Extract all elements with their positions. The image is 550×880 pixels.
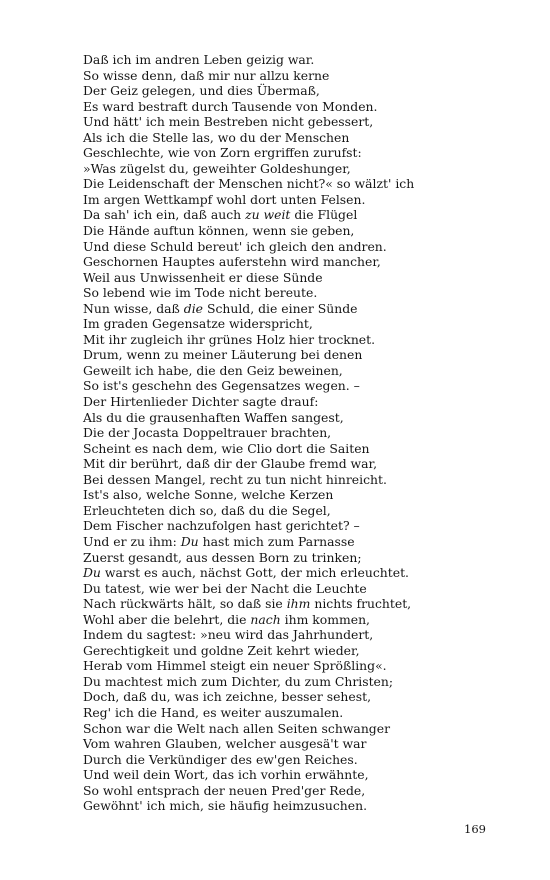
- verse-line: [83, 798, 414, 814]
- verse-text: Der Geiz gelegen, und dies Übermaß,: [83, 83, 320, 99]
- verse-text: Und weil dein Wort, das ich vorhin erwähnte,: [83, 767, 369, 783]
- verse-line: [83, 752, 414, 768]
- verse-emphasis: die: [183, 300, 204, 316]
- verse-line: [83, 674, 414, 690]
- verse-text: Bei dessen Mangel, recht zu tun nicht hinreicht.: [83, 471, 387, 487]
- page-number: 169: [464, 822, 486, 836]
- verse-text: Drum, wenn zu meiner Läuterung bei denen: [83, 347, 363, 363]
- verse-line: [83, 581, 414, 597]
- verse-line: [83, 472, 414, 488]
- verse-text: Da sah' ich ein, daß auch: [83, 207, 246, 223]
- verse-text: Reg' ich die Hand, es weiter auszumalen.: [83, 704, 344, 720]
- verse-text: warst es auch, nächst Gott, der mich erleuchtet.: [100, 565, 409, 581]
- verse-line: [83, 612, 414, 628]
- verse-text: Als ich die Stelle las, wo du der Menschen: [83, 129, 350, 145]
- verse-line: [83, 99, 414, 115]
- verse-line: [83, 518, 414, 534]
- verse-line: [83, 487, 414, 503]
- verse-text: nichts fruchtet,: [310, 596, 412, 612]
- verse-text: Die Hände auftun können, wenn sie geben,: [83, 223, 355, 239]
- verse-line: [83, 550, 414, 566]
- verse-line: [83, 68, 414, 84]
- verse-line: [83, 503, 414, 519]
- verse-line: [83, 627, 414, 643]
- verse-line: [83, 736, 414, 752]
- verse-text: Wohl aber die belehrt, die: [83, 611, 251, 627]
- verse-text: Die Leidenschaft der Menschen nicht?« so wälzt' ich: [83, 176, 415, 192]
- verse-line: [83, 378, 414, 394]
- verse-text: Im graden Gegensatze widerspricht,: [83, 316, 313, 332]
- verse-line: [83, 783, 414, 799]
- verse-text: Doch, daß du, was ich zeichne, besser sehest,: [83, 689, 372, 705]
- verse-line: [83, 658, 414, 674]
- verse-text: Du machtest mich zum Dichter, du zum Christen;: [83, 673, 394, 689]
- verse-text: Geschlechte, wie von Zorn ergriffen zurufst:: [83, 145, 362, 161]
- verse-text: Daß ich im andren Leben geizig war.: [83, 52, 315, 67]
- verse-line: [83, 316, 414, 332]
- verse-text: Schuld, die einer Sünde: [203, 300, 358, 316]
- verse-text: Vom wahren Glauben, welcher ausgesä't war: [83, 736, 367, 752]
- verse-block: [83, 52, 414, 814]
- verse-line: [83, 192, 414, 208]
- verse-line: [83, 705, 414, 721]
- verse-text: Scheint es nach dem, wie Clio dort die Saiten: [83, 440, 370, 456]
- verse-text: Dem Fischer nachzufolgen hast gerichtet? –: [83, 518, 360, 534]
- verse-text: Nach rückwärts hält, so daß sie: [83, 596, 287, 612]
- verse-line: [83, 643, 414, 659]
- verse-text: So wisse denn, daß mir nur allzu kerne: [83, 67, 330, 83]
- verse-text: Mit dir berührt, daß dir der Glaube fremd war,: [83, 456, 378, 472]
- verse-line: [83, 83, 414, 99]
- verse-text: Durch die Verkündiger des ew'gen Reiches.: [83, 751, 358, 767]
- verse-line: [83, 767, 414, 783]
- verse-line: [83, 410, 414, 426]
- verse-line: [83, 363, 414, 379]
- verse-line: [83, 456, 414, 472]
- verse-text: Herab vom Himmel steigt ein neuer Sprößling«.: [83, 658, 387, 674]
- verse-text: Ist's also, welche Sonne, welche Kerzen: [83, 487, 334, 503]
- verse-text: Nun wisse, daß: [83, 300, 184, 316]
- verse-emphasis: Du: [180, 533, 199, 549]
- verse-emphasis: nach: [250, 611, 281, 627]
- verse-text: Die der Jocasta Doppeltrauer brachten,: [83, 425, 332, 441]
- verse-line: [83, 207, 414, 223]
- verse-text: Im argen Wettkampf wohl dort unten Felsen.: [83, 191, 366, 207]
- verse-text: Zuerst gesandt, aus dessen Born zu trinken;: [83, 549, 362, 565]
- verse-line: [83, 270, 414, 286]
- verse-line: [83, 721, 414, 737]
- verse-text: Es ward bestraft durch Tausende von Monden.: [83, 98, 378, 114]
- verse-line: [83, 161, 414, 177]
- verse-text: Weil aus Unwissenheit er diese Sünde: [83, 269, 323, 285]
- verse-text: die Flügel: [290, 207, 358, 223]
- verse-text: Mit ihr zugleich ihr grünes Holz hier trocknet.: [83, 331, 376, 347]
- verse-text: Geweilt ich habe, die den Geiz beweinen,: [83, 362, 343, 378]
- verse-text: So wohl entsprach der neuen Pred'ger Rede,: [83, 782, 366, 798]
- verse-text: Der Hirtenlieder Dichter sagte drauf:: [83, 394, 319, 410]
- verse-text: So ist's geschehn des Gegensatzes wegen. –: [83, 378, 360, 394]
- verse-text: Schon war die Welt nach allen Seiten schwanger: [83, 720, 390, 736]
- verse-line: [83, 534, 414, 550]
- verse-line: [83, 176, 414, 192]
- verse-text: Als du die grausenhaften Waffen sangest,: [83, 409, 344, 425]
- verse-text: Geschornen Hauptes auferstehn wird mancher,: [83, 254, 381, 270]
- verse-text: Und er zu ihm:: [83, 533, 181, 549]
- verse-line: [83, 52, 414, 68]
- verse-line: [83, 332, 414, 348]
- verse-text: »Was zügelst du, geweihter Goldeshunger,: [83, 160, 351, 176]
- verse-text: Du tatest, wie wer bei der Nacht die Leuchte: [83, 580, 367, 596]
- verse-emphasis: zu weit: [245, 207, 291, 223]
- verse-line: [83, 114, 414, 130]
- verse-text: Und hätt' ich mein Bestreben nicht gebessert,: [83, 114, 374, 130]
- verse-line: [83, 130, 414, 146]
- verse-text: Erleuchteten dich so, daß du die Segel,: [83, 502, 331, 518]
- verse-line: [83, 145, 414, 161]
- verse-line: [83, 239, 414, 255]
- verse-text: Und diese Schuld bereut' ich gleich den andren.: [83, 238, 387, 254]
- verse-emphasis: ihm: [286, 596, 311, 612]
- verse-line: [83, 596, 414, 612]
- verse-emphasis: Du: [83, 565, 101, 581]
- verse-line: [83, 689, 414, 705]
- verse-line: [83, 441, 414, 457]
- verse-text: hast mich zum Parnasse: [198, 533, 355, 549]
- verse-text: Gewöhnt' ich mich, sie häufig heimzusuchen.: [83, 798, 368, 814]
- verse-line: [83, 425, 414, 441]
- verse-line: [83, 285, 414, 301]
- verse-line: [83, 565, 414, 581]
- verse-text: Indem du sagtest: »neu wird das Jahrhundert,: [83, 627, 374, 643]
- verse-line: [83, 254, 414, 270]
- verse-text: So lebend wie im Tode nicht bereute.: [83, 285, 318, 301]
- verse-text: ihm kommen,: [280, 611, 370, 627]
- verse-line: [83, 347, 414, 363]
- verse-line: [83, 223, 414, 239]
- verse-text: Gerechtigkeit und goldne Zeit kehrt wieder,: [83, 642, 360, 658]
- verse-line: [83, 394, 414, 410]
- verse-line: [83, 301, 414, 317]
